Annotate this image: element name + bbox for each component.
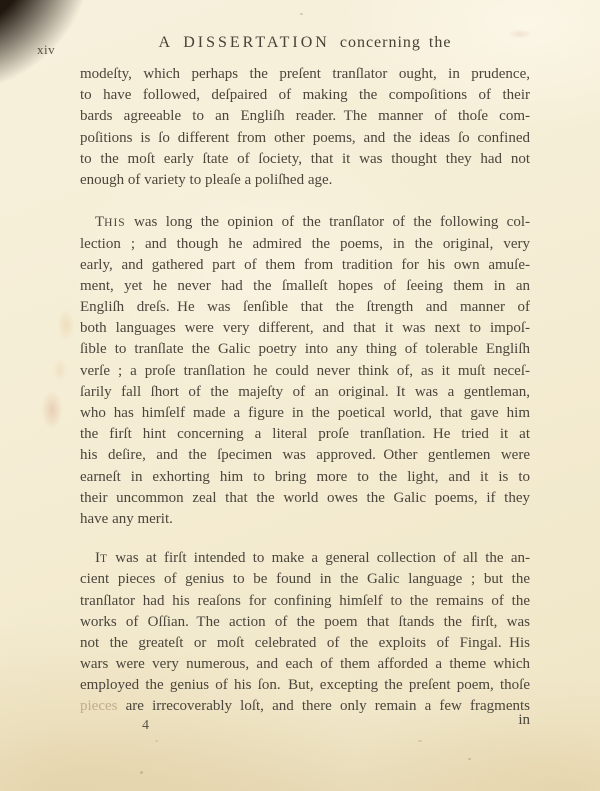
text-line [80,212,530,233]
text-line [80,424,530,445]
text-run: early, and gathered part of them from tradition for his own amuſe- [80,256,530,273]
paragraph [80,548,530,718]
text-line [80,467,530,488]
text-run: ſarily fall ſhort of the majeſty of an original. It was a gentleman, [80,383,530,400]
text-line [80,170,530,191]
text-block [80,64,530,718]
text-line [80,106,530,127]
text-run: ſible to tranſlate the Galic poetry into any thing of tolerable Engliſh [80,341,530,358]
text-run: to have followed, deſpaired of making the compoſitions of their [80,87,530,104]
paper-speck [468,758,471,760]
text-run: works of Oſſian. The action of the poem that ſtands the firſt, was [80,613,530,630]
text-line [80,591,530,612]
text-run: ment, yet he never had the ſmalleſt hopes of ſeeing them in an [80,277,530,294]
running-head-title: A DISSERTATION [158,34,330,51]
text-run: tranſlator had his reaſons for confining himſelf to the remains of the [80,592,530,609]
text-run: was at firſt intended to make a general collection of all the an- [108,550,530,567]
text-run: enough of variety to pleaſe a poliſhed age. [80,171,333,188]
paper-speck [155,740,158,742]
text-line [80,488,530,509]
text-line [80,276,530,297]
catchword: in [518,712,530,728]
paragraph [80,212,530,530]
text-run: their uncommon zeal that the world owes the Galic poems, if they [80,489,530,506]
text-line [80,318,530,339]
signature-mark: 4 [142,718,149,733]
text-run: are irrecoverably loſt, and there only remain a few fragments [117,698,530,715]
text-line [80,85,530,106]
text-line [80,234,530,255]
text-line [80,675,530,696]
text-run: have any merit. [80,510,173,527]
text-run: to the moſt early ſtate of ſociety, that it was thought they had not [80,150,530,167]
text-line [80,128,530,149]
text-line [80,149,530,170]
text-run: I [95,550,100,567]
paper-speck [300,13,303,15]
text-run: not the greateſt or moſt celebrated of the exploits of Fingal. His [80,634,530,651]
small-caps-text: T [100,553,109,566]
text-line [80,297,530,318]
text-run: wars were very numerous, and each of them afforded a theme which [80,656,530,673]
text-line [80,654,530,675]
text-run: lection ; and though he admired the poems, in the original, very [80,235,530,252]
text-line [80,633,530,654]
text-run: verſe ; a proſe tranſlation he could never think of, as it muſt neceſ- [80,362,530,379]
text-run: employed the genius of his ſon. But, excepting the preſent poem, thoſe [80,677,530,694]
text-line [80,445,530,466]
text-run: cient pieces of genius to be found in the Galic language ; but the [80,571,530,588]
running-head [80,34,530,52]
text-line [80,361,530,382]
text-run: who has himſelf made a figure in the poetical world, that gave him [80,405,530,421]
text-run: the firſt hint concerning a literal proſe tranſlation. He tried it at [80,426,530,443]
text-line [80,339,530,360]
text-run: Engliſh dreſs. He was ſenſible that the ſtrength and manner of [80,299,530,316]
text-run: modeſty, which perhaps the preſent tranſlator ought, in prudence, [80,66,530,82]
paragraph [80,64,530,191]
text-run: poſitions is ſo different from other poems, and the ideas ſo confined [80,129,530,146]
text-line [80,509,530,530]
text-line [80,548,530,569]
folio-page-number: xiv [37,42,56,57]
small-caps-text: HIS [104,217,126,230]
text-line [80,255,530,276]
text-run: T [95,214,105,231]
paper-speck [140,771,143,774]
text-line [80,612,530,633]
text-line [80,64,530,85]
paper-speck [418,740,422,742]
text-line [80,382,530,403]
text-line [80,403,530,424]
text-run: both languages were very different, and that it was next to impoſ- [80,320,530,337]
text-run: bards agreeable to an Engliſh reader. The manner of thoſe com- [80,108,530,125]
text-run: his deſire, and the ſpecimen was approved. Other gentlemen were [80,447,530,464]
text-run: was long the opinion of the tranſlator of the following col- [125,214,530,231]
faded-word: pieces [80,698,118,715]
text-line [80,569,530,590]
running-head-subtitle: concerning the [339,34,452,51]
text-run: earneſt in exhorting him to bring more to the light, and it is to [80,468,530,485]
